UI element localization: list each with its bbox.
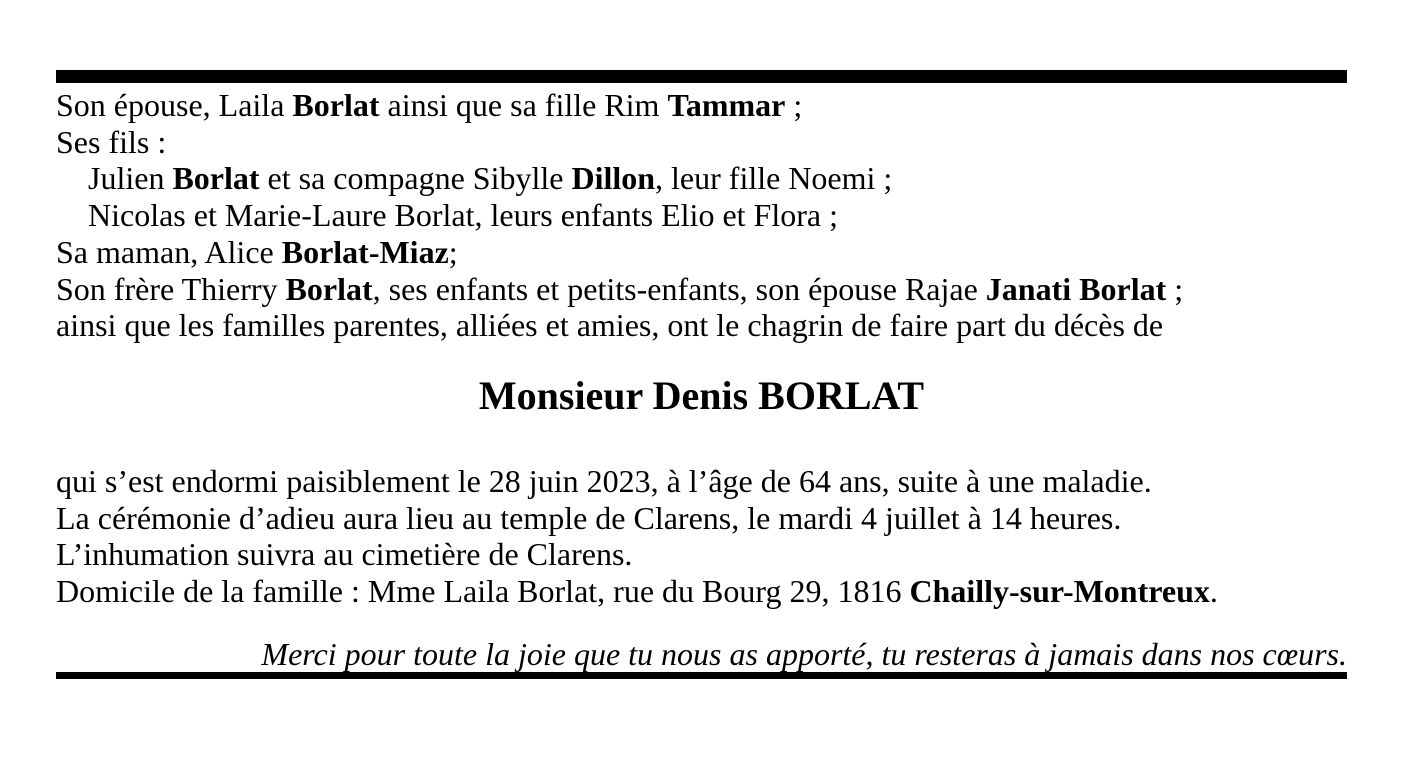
text-segment: Son frère Thierry — [56, 270, 286, 307]
text-segment: Sa maman, Alice — [56, 233, 282, 270]
notice-line — [56, 536, 1347, 573]
ceremony-details-paragraph — [56, 463, 1347, 610]
text-segment: ainsi que les familles parentes, alliées et amies, ont le chagrin de faire part du décès de — [56, 307, 1164, 344]
bold-name-segment: Borlat — [172, 160, 260, 197]
bold-name-segment: Dillon — [571, 160, 656, 197]
text-segment: , ses enfants et petits-enfants, son épouse Rajae — [372, 270, 986, 307]
bold-name-segment: Borlat — [292, 87, 380, 123]
text-segment: La cérémonie d’adieu aura lieu au temple de Clarens, le mardi 4 juillet à 14 heures. — [56, 499, 1122, 536]
notice-line — [56, 271, 1347, 308]
notice-line — [56, 463, 1347, 500]
text-segment: Julien — [88, 160, 173, 197]
text-segment: qui s’est endormi paisiblement le 28 juin 2023, à l’âge de 64 ans, suite à une maladie. — [56, 462, 1152, 499]
text-segment: ainsi que sa fille Rim — [379, 87, 668, 123]
text-segment: ; — [785, 87, 803, 123]
text-segment: Nicolas et Marie-Laure Borlat, leurs enfants Elio et Flora ; — [88, 197, 838, 234]
notice-line — [56, 307, 1347, 344]
bottom-rule — [56, 672, 1347, 679]
text-segment: ; — [448, 233, 458, 270]
farewell-quote: Merci pour toute la joie que tu nous as apporté, tu resteras à jamais dans nos cœurs. — [261, 635, 1347, 672]
text-segment: Son épouse, Laila — [56, 87, 293, 123]
notice-line — [56, 87, 1347, 124]
bold-name-segment: Janati Borlat — [985, 270, 1167, 307]
text-segment: . — [1209, 573, 1218, 610]
notice-line — [56, 197, 1347, 234]
bold-name-segment: Borlat — [285, 270, 373, 307]
notice-line — [56, 124, 1347, 161]
notice-line — [56, 500, 1347, 537]
text-segment: et sa compagne Sibylle — [259, 160, 572, 197]
text-segment: ; — [1166, 270, 1184, 307]
deceased-name-title: Monsieur Denis BORLAT — [478, 372, 925, 418]
notice-line — [56, 234, 1347, 271]
notice-line — [56, 573, 1347, 610]
bold-name-segment: Chailly-sur-Montreux — [909, 573, 1210, 610]
bold-name-segment: Tammar — [667, 87, 786, 123]
top-rule — [56, 70, 1347, 83]
family-paragraph — [56, 87, 1347, 344]
text-segment: Ses fils : — [56, 123, 167, 160]
text-segment: Domicile de la famille : Mme Laila Borlat, rue du Bourg 29, 1816 — [56, 573, 910, 610]
bold-name-segment: Borlat-Miaz — [281, 233, 449, 270]
text-segment: L’inhumation suivra au cimetière de Clarens. — [56, 536, 633, 573]
text-segment: , leur fille Noemi ; — [655, 160, 893, 197]
obituary-content — [56, 87, 1347, 672]
notice-line — [56, 160, 1347, 197]
